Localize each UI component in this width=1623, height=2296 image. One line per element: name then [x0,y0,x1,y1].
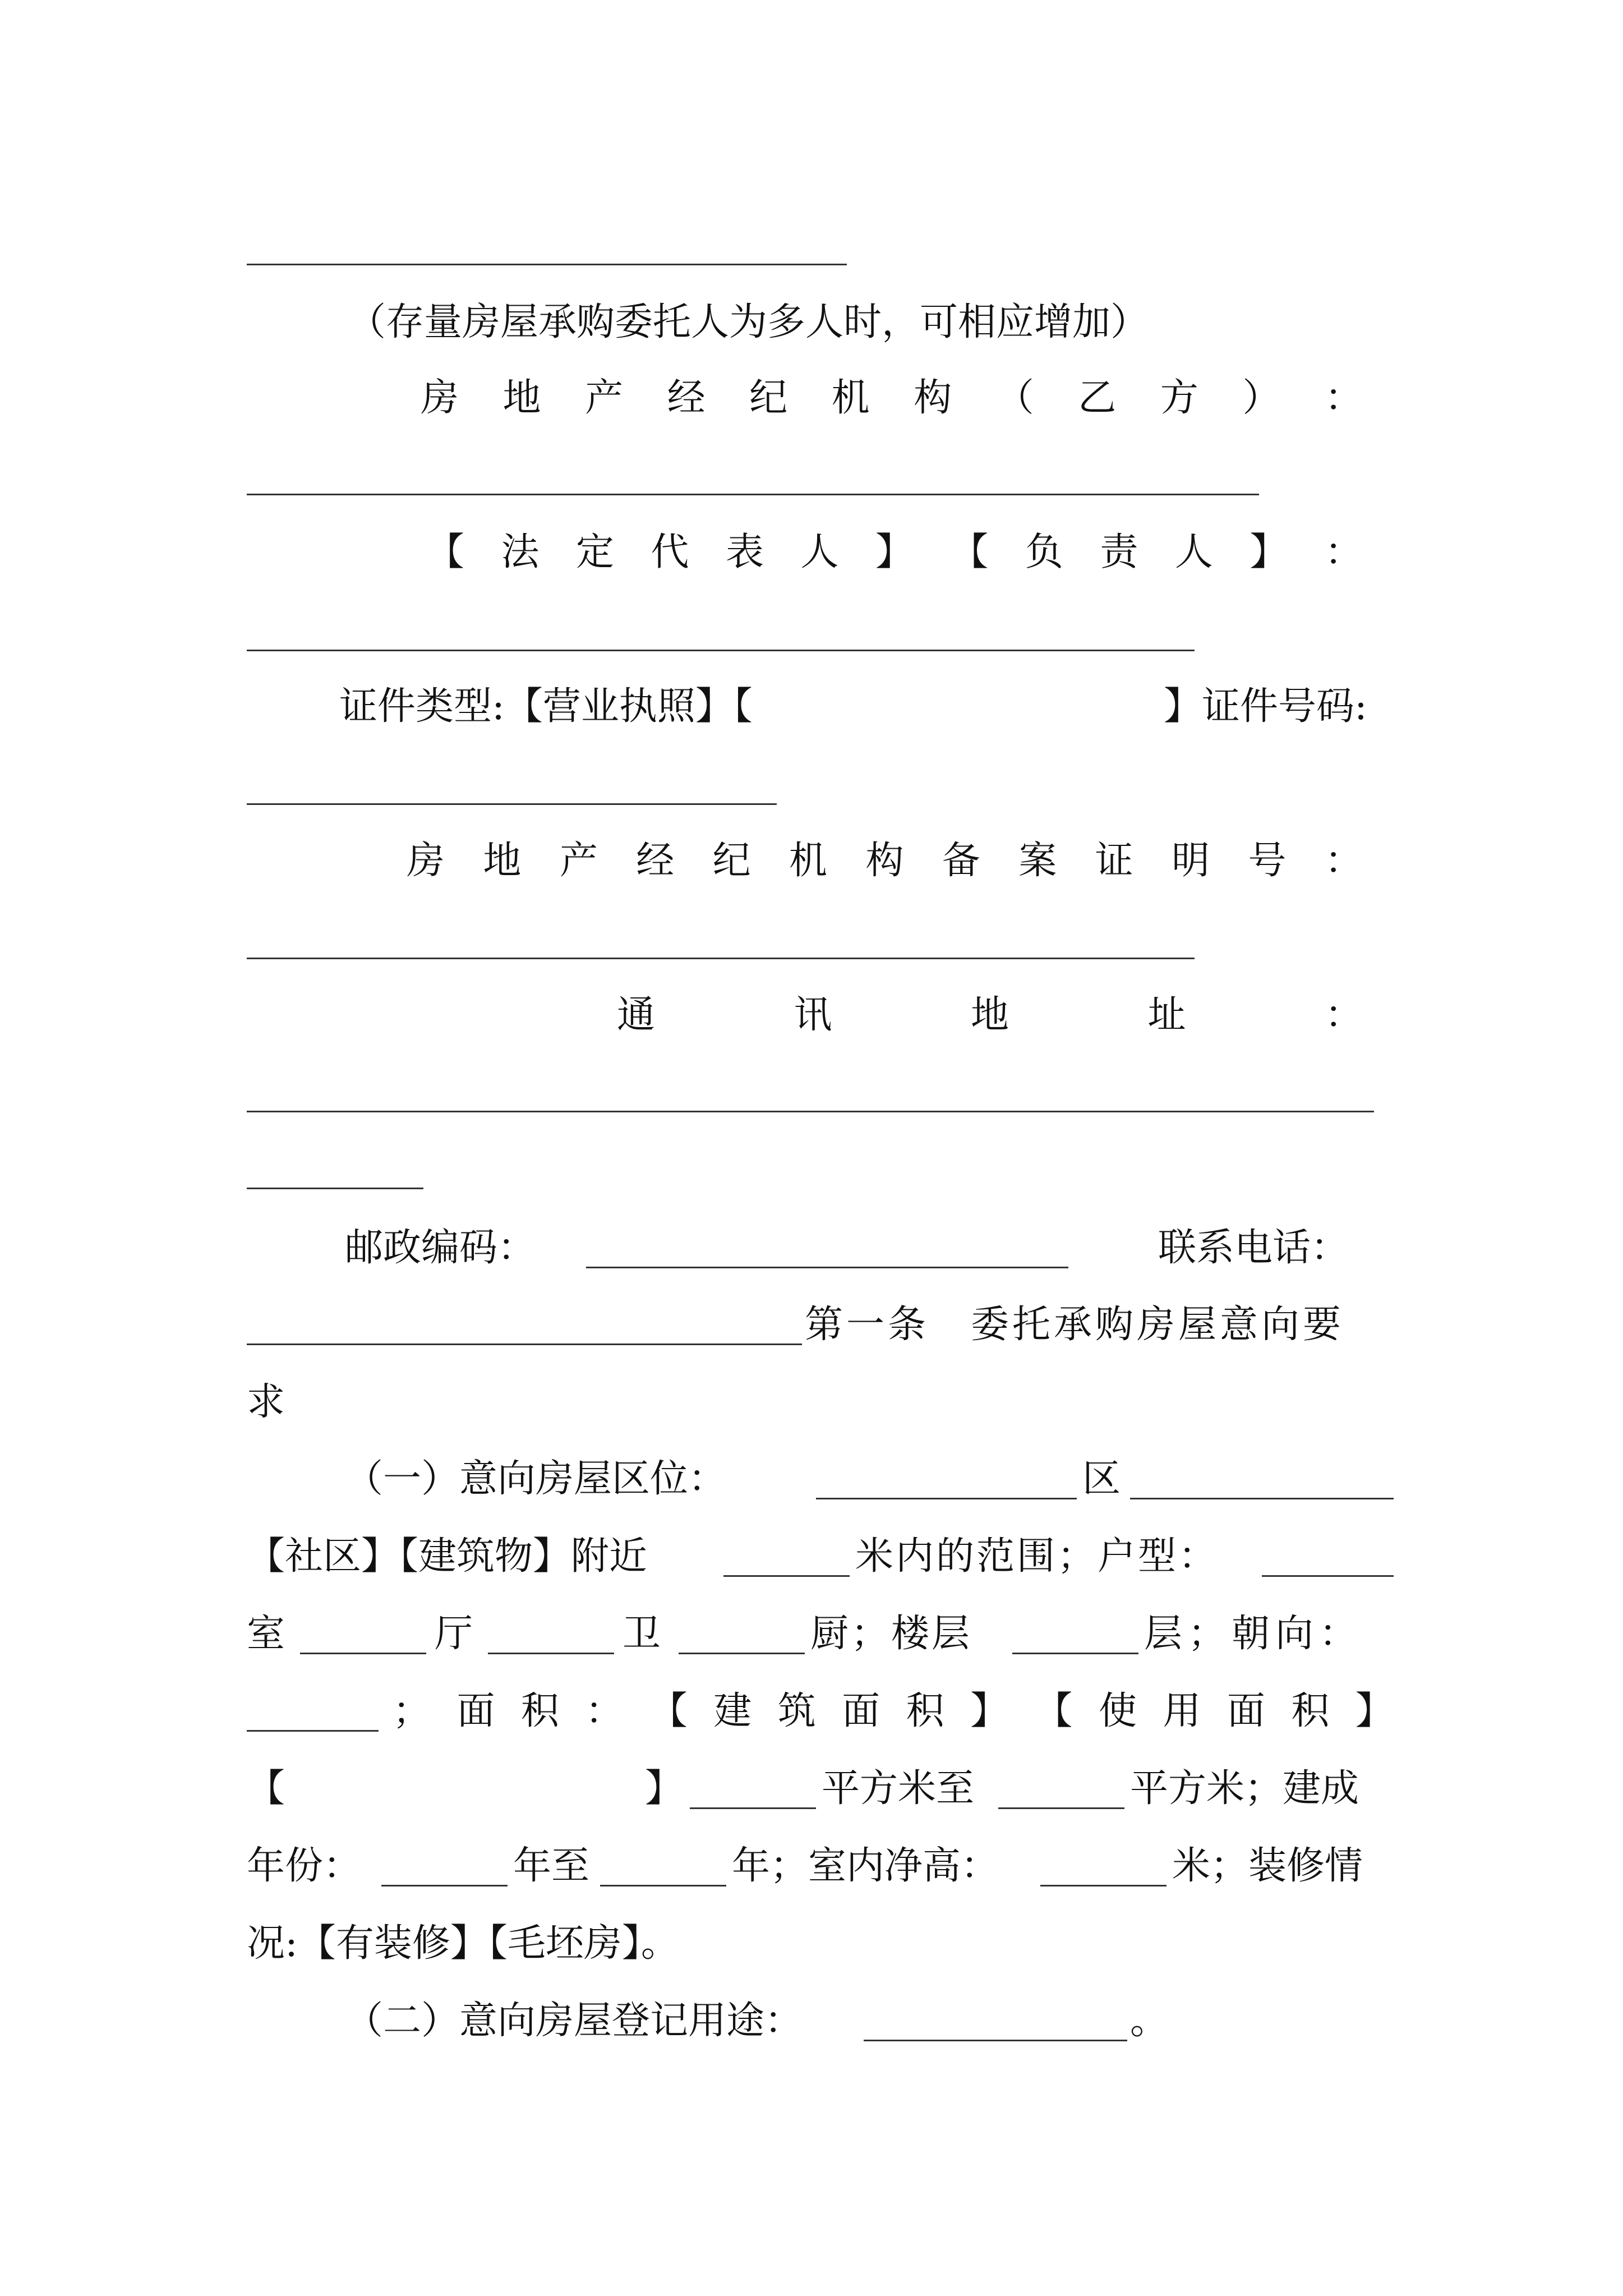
area-type-char: 筑 [777,1689,816,1733]
agency-char: 经 [667,376,706,420]
area-type-char: 】 [970,1689,1009,1733]
filing-char: 地 [483,839,522,883]
legal-rep-label [426,527,1363,578]
legal-rep-char: 】 [1249,530,1288,574]
area-type-char: ； [393,1689,431,1733]
agency-char: 乙 [1078,376,1117,420]
legal-rep-char: 定 [575,530,614,574]
article-1-title-wrap: 求 [247,1380,285,1424]
year-to-blank [600,1885,726,1887]
area-type-label [393,1686,1394,1737]
section-1-location-label: （一）意向房屋区位： [345,1457,727,1501]
blank-line-address-2 [247,1188,423,1189]
community-label: 【社区】【建筑物】附近 [247,1534,648,1579]
address-char: ： [1324,993,1363,1037]
hall-blank [300,1653,426,1654]
legal-rep-char: 【 [426,530,465,574]
area-type-char: 】 [1355,1689,1394,1733]
usage-blank [864,2040,1127,2041]
area-unit-built-label: 平方米；建成 [1130,1766,1359,1811]
agency-char: ： [1324,376,1363,420]
area-to-label: 平方米至 [822,1766,975,1811]
filing-char: 产 [559,839,598,883]
filing-char: 号 [1248,839,1287,883]
decoration-label: 米；装修情 [1172,1844,1363,1888]
filing-char: 证 [1095,839,1133,883]
room-label: 室 [247,1612,285,1656]
agency-label [421,373,1363,424]
blank-line-agency [247,494,1259,495]
agency-char: 机 [831,376,870,420]
range-blank [723,1575,850,1577]
legal-rep-char: ： [1324,530,1363,574]
filing-char: ： [1324,839,1363,883]
blank-line-address-1 [247,1111,1374,1112]
area-max-blank [998,1807,1124,1809]
filing-number-label [407,836,1363,886]
agency-char: 产 [585,376,624,420]
legal-rep-char: 负 [1025,530,1063,574]
area-type-char: 面 [842,1689,880,1733]
phone-blank [247,1343,802,1345]
legal-rep-char: 责 [1100,530,1138,574]
phone-label: 联系电话： [1158,1226,1349,1270]
postal-code-blank [586,1267,1068,1268]
area-type-char: 使 [1098,1689,1137,1733]
district-blank [816,1498,1077,1499]
blank-line-cert-no [247,803,777,805]
legal-rep-char: 法 [501,530,540,574]
area-type-char: 用 [1163,1689,1201,1733]
bath-label: 卫 [623,1612,661,1656]
address-char: 址 [1147,993,1186,1037]
agency-char: 纪 [749,376,788,420]
filing-char: 构 [865,839,904,883]
district-suffix: 区 [1082,1457,1121,1501]
note-multi-delegate: （存量房屋承购委托人为多人时，可相应增加） [348,300,1149,344]
year-from-blank [381,1885,508,1887]
area-type-char: ： [585,1689,624,1733]
legal-rep-char: 【 [950,530,989,574]
legal-rep-char: 】 [875,530,914,574]
decoration-options: 况:【有装修】【毛坯房】。 [247,1921,679,1966]
orientation-blank [247,1730,379,1732]
bath-blank [488,1653,614,1654]
address-char: 讯 [794,993,832,1037]
area-type-char: 面 [457,1689,495,1733]
range-suffix: 米内的范围；户型： [855,1534,1219,1579]
kitchen-floor-label: 厨；楼层 [810,1612,972,1656]
address-label [617,990,1363,1041]
area-type-char: 【 [649,1689,688,1733]
blank-line-filing [247,958,1195,959]
usage-end-period: 。 [1130,1999,1169,2043]
area-type-char: 面 [1227,1689,1265,1733]
agency-char: （ [995,376,1034,420]
address-char: 通 [617,993,656,1037]
build-year-label: 年份： [247,1844,362,1888]
hall-label: 厅 [435,1612,473,1656]
agency-char: 房 [421,376,459,420]
legal-rep-char: 人 [800,530,839,574]
height-blank [1040,1885,1166,1887]
legal-rep-char: 表 [725,530,764,574]
kitchen-blank [679,1653,805,1654]
address-char: 地 [970,993,1009,1037]
filing-char: 机 [789,839,828,883]
rooms-blank [1262,1575,1394,1577]
ceiling-height-label: 年；室内净高： [732,1844,999,1888]
area-type-char: 积 [906,1689,944,1733]
blank-line-legal-rep [247,650,1195,651]
filing-char: 备 [942,839,980,883]
filing-char: 纪 [712,839,751,883]
area-type-char: 积 [1291,1689,1330,1733]
legal-rep-char: 代 [651,530,689,574]
section-2-usage-label: （二）意向房屋登记用途： [345,1999,803,2043]
blank-line-top [247,264,847,265]
agency-char: 地 [502,376,541,420]
filing-char: 经 [636,839,675,883]
year-to-label: 年至 [513,1844,590,1888]
filing-char: 案 [1018,839,1057,883]
floor-blank [1012,1653,1138,1654]
custom-area-open-bracket: 【 [247,1766,285,1811]
agency-char: ） [1242,376,1281,420]
cert-type-label: 证件类型:【营业执照】【 [339,684,753,729]
custom-area-close-bracket: 】 [645,1766,684,1811]
agency-char: 方 [1160,376,1198,420]
legal-rep-char: 人 [1174,530,1213,574]
area-min-blank [690,1807,816,1809]
area-type-char: 积 [520,1689,559,1733]
orientation-label: 层；朝向： [1144,1612,1363,1656]
agency-char: 构 [914,376,952,420]
area-type-char: 建 [713,1689,752,1733]
area-type-char: 【 [1034,1689,1073,1733]
article-1-title: 第一条 委托承购房屋意向要 [805,1303,1345,1347]
cert-no-label: 】证件号码: [1164,684,1367,729]
filing-char: 明 [1172,839,1210,883]
area-blank [1130,1498,1394,1499]
postal-code-label: 邮政编码： [345,1226,536,1270]
filing-char: 房 [407,839,445,883]
